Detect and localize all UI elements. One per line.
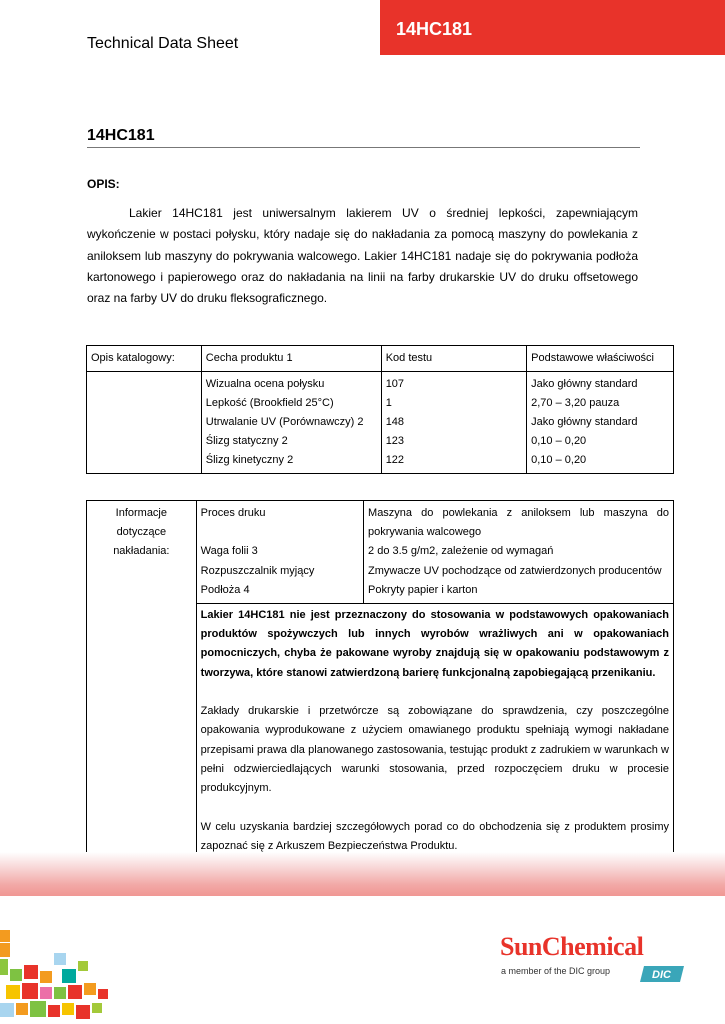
table-cell: Jako główny standard [531,378,638,390]
dic-logo-icon [640,966,684,982]
table-cell: 1 [385,397,392,409]
brand-name: SunChemical [500,932,644,961]
table-cell: Ślizg kinetyczny 2 [205,454,294,466]
description-label: OPIS: [87,177,120,191]
product-heading: 14HC181 [87,127,155,144]
notice-safety-sheet: W celu uzyskania bardziej szczegółowych porad co do obchodzenia się z produktem prosimy zapoznać się z Arkuszem Bezpieczeństwa Produktu. [200,820,669,853]
specs-header-feature: Cecha produktu 1 [201,346,381,372]
application-label-cell [87,501,197,862]
table-cell: Proces druku [200,507,266,519]
dic-logo-text: DIC [652,969,671,981]
spacer [201,523,359,542]
specs-table [86,345,674,474]
table-cell: 107 [385,378,405,390]
table-cell: 122 [385,454,405,466]
table-cell: 148 [385,416,405,428]
table-cell: Utrwalanie UV (Porównawczy) 2 [205,416,364,428]
sun-chemical-logo [500,932,686,992]
table-cell: 2,70 – 3,20 pauza [531,397,620,409]
application-info-row [87,501,674,604]
table-cell: Podłoża 4 [200,583,250,596]
food-safety-notice [196,604,673,862]
application-label-line: dotyczące [116,526,167,539]
header-product-code: 14HC181 [396,19,473,39]
specs-header-catalog: Opis katalogowy: [87,346,202,372]
application-label-line: nakładania: [113,545,170,558]
table-cell: 123 [385,435,405,447]
specs-header-row [87,346,674,372]
specs-header-properties: Podstawowe właściwości [527,346,674,372]
table-cell: Zmywacze UV pochodzące od zatwierdzonych producentów [368,564,662,577]
heading-divider [87,147,640,148]
document-title: Technical Data Sheet [87,35,239,52]
application-table [86,500,674,862]
table-cell: Wizualna ocena połysku [205,378,325,390]
table-cell: Pokryty papier i karton [368,583,478,596]
brand-tagline: a member of the DIC group [501,966,611,976]
application-values-cell [364,501,674,604]
table-cell: Maszyna do powlekania z aniloksem lub maszyna do pokrywania walcowego [368,507,669,539]
application-names-cell [196,501,363,604]
table-cell: Jako główny standard [531,416,638,428]
notice-warning: Lakier 14HC181 nie jest przeznaczony do stosowania w podstawowych opakowaniach produktów spożywczych lub innych wyrobów wrażliwych ani w opakowaniach pomocniczych, chyba że pakowane wyroby znajdują się w opakowaniu podstawowym z tworzywa, które stanowi zatwierdzoną barierę funkcjonalną zapobiegającą przenikaniu. [200,609,669,679]
product-description: Lakier 14HC181 jest uniwersalnym lakierem UV o średniej lepkości, zapewniającym wykończenie w postaci połysku, który nadaje się do nakładania za pomocą maszyny do powlekania z aniloksem lub maszyny do pokrywania walcowego. Lakier 14HC181 nadaje się do pokrywania podłoża kartonowego i papierowego oraz do nakładania na linii na farby drukarskie UV do druku offsetowego oraz na farby UV do druku fleksograficznego. [87,206,638,306]
specs-catalog-cell [87,372,202,474]
table-cell: Waga folii 3 [200,545,258,558]
table-cell: 0,10 – 0,20 [531,454,587,466]
table-cell: Rozpuszczalnik myjący [200,564,315,577]
application-label-line: Informacje [115,507,167,519]
table-cell: Ślizg statyczny 2 [205,435,288,447]
footer-gradient-band [0,852,725,896]
specs-feature-list [201,372,381,474]
specs-header-test-code: Kod testu [381,346,526,372]
specs-body-row [87,372,674,474]
notice-obligation: Zakłady drukarskie i przetwórcze są zobowiązane do sprawdzenia, czy poszczególne opakowania wyprodukowane z użyciem omawianego produktu spełniają wymogi nakładane przepisami prawa dla planowanego zastosowania, testując produkt z zadrukiem w warunkach w pełni odzwierciedlających warunki stosowania, przed rozpoczęciem druku w procesie produkcyjnym. [200,704,669,795]
table-cell: 2 do 3.5 g/m2, zależenie od wymagań [368,545,554,558]
table-cell: Lepkość (Brookfield 25°C) [205,397,334,409]
decorative-squares-graphic [0,925,120,1024]
specs-code-list [381,372,526,474]
table-cell: 0,10 – 0,20 [531,435,587,447]
specs-value-list [527,372,674,474]
header-red-tab [380,0,725,55]
